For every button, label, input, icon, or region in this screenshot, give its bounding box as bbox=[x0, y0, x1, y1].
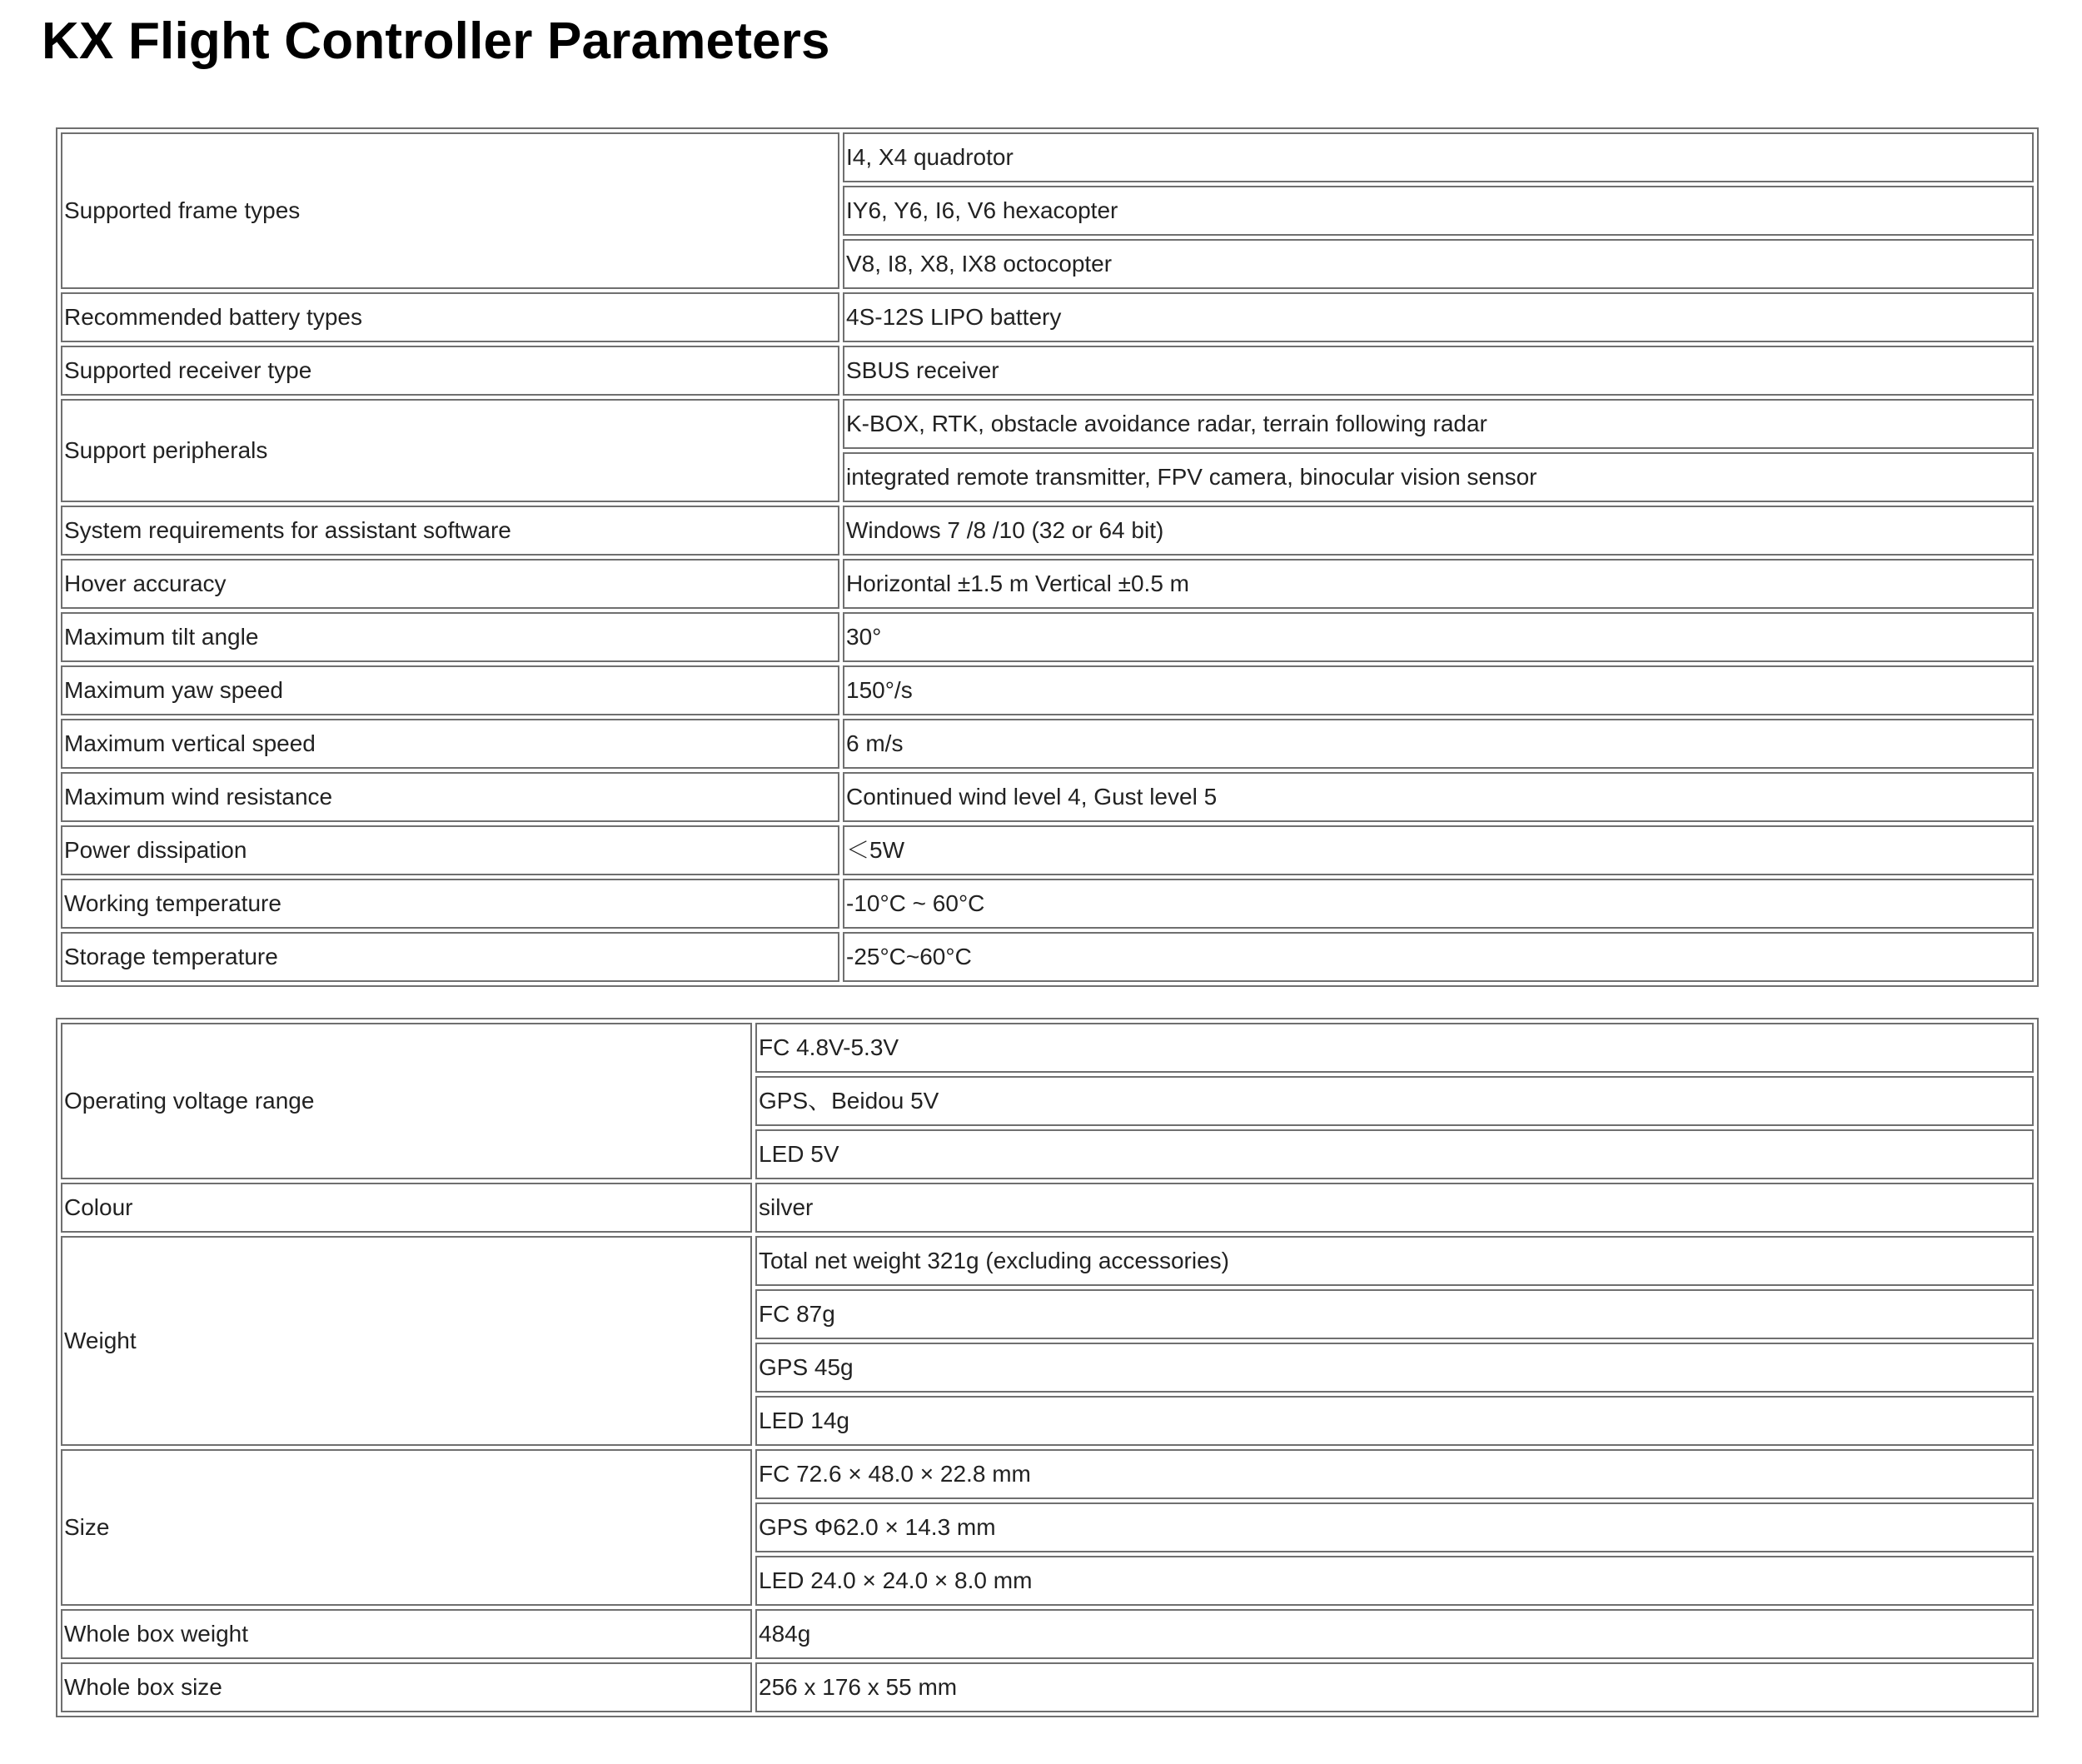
parameter-value: IY6, Y6, I6, V6 hexacopter bbox=[843, 186, 2034, 236]
table-row bbox=[61, 825, 2034, 875]
parameter-value: SBUS receiver bbox=[843, 346, 2034, 396]
spec-table-body bbox=[61, 1023, 2034, 1712]
parameter-value: Total net weight 321g (excluding accessories) bbox=[755, 1236, 2034, 1286]
parameter-value: LED 5V bbox=[755, 1129, 2034, 1179]
parameter-label: Operating voltage range bbox=[61, 1023, 752, 1179]
parameter-label: Whole box weight bbox=[61, 1609, 752, 1659]
table-row bbox=[61, 932, 2034, 982]
parameter-value: FC 72.6 × 48.0 × 22.8 mm bbox=[755, 1449, 2034, 1499]
table-row bbox=[61, 1023, 2034, 1073]
parameter-value: 256 x 176 x 55 mm bbox=[755, 1662, 2034, 1712]
parameter-value: Continued wind level 4, Gust level 5 bbox=[843, 772, 2034, 822]
table-row bbox=[61, 665, 2034, 715]
parameter-label: Power dissipation bbox=[61, 825, 839, 875]
parameter-label: Maximum yaw speed bbox=[61, 665, 839, 715]
table-row bbox=[61, 1183, 2034, 1233]
table-row bbox=[61, 132, 2034, 182]
parameter-label: Working temperature bbox=[61, 879, 839, 929]
table-row bbox=[61, 559, 2034, 609]
parameter-value: Horizontal ±1.5 m Vertical ±0.5 m bbox=[843, 559, 2034, 609]
parameter-value: GPS 45g bbox=[755, 1343, 2034, 1393]
table-row bbox=[61, 879, 2034, 929]
parameter-label: Hover accuracy bbox=[61, 559, 839, 609]
parameter-label: Whole box size bbox=[61, 1662, 752, 1712]
table-row bbox=[61, 1609, 2034, 1659]
table-row bbox=[61, 1236, 2034, 1286]
parameter-value: V8, I8, X8, IX8 octocopter bbox=[843, 239, 2034, 289]
parameter-value: silver bbox=[755, 1183, 2034, 1233]
parameter-value: GPS、Beidou 5V bbox=[755, 1076, 2034, 1126]
parameter-value: 484g bbox=[755, 1609, 2034, 1659]
parameter-value: 4S-12S LIPO battery bbox=[843, 292, 2034, 342]
parameter-label: System requirements for assistant software bbox=[61, 506, 839, 556]
parameter-value: ＜5W bbox=[843, 825, 2034, 875]
table-row bbox=[61, 399, 2034, 449]
parameter-value: integrated remote transmitter, FPV camera, binocular vision sensor bbox=[843, 452, 2034, 502]
parameter-label: Supported receiver type bbox=[61, 346, 839, 396]
parameter-value: I4, X4 quadrotor bbox=[843, 132, 2034, 182]
parameter-label: Supported frame types bbox=[61, 132, 839, 289]
parameter-value: 30° bbox=[843, 612, 2034, 662]
spec-table-body bbox=[61, 132, 2034, 982]
parameter-label: Colour bbox=[61, 1183, 752, 1233]
parameter-value: LED 14g bbox=[755, 1396, 2034, 1446]
parameter-value: K-BOX, RTK, obstacle avoidance radar, terrain following radar bbox=[843, 399, 2034, 449]
table-row bbox=[61, 719, 2034, 769]
page-title: KX Flight Controller Parameters bbox=[42, 12, 830, 70]
parameter-label: Maximum tilt angle bbox=[61, 612, 839, 662]
parameter-value: FC 4.8V-5.3V bbox=[755, 1023, 2034, 1073]
parameter-value: GPS Φ62.0 × 14.3 mm bbox=[755, 1502, 2034, 1552]
table-row bbox=[61, 346, 2034, 396]
parameter-value: -25°C~60°C bbox=[843, 932, 2034, 982]
parameter-value: 6 m/s bbox=[843, 719, 2034, 769]
spec-table-general bbox=[56, 127, 2039, 987]
table-row bbox=[61, 1449, 2034, 1499]
parameter-label: Storage temperature bbox=[61, 932, 839, 982]
parameter-label: Maximum wind resistance bbox=[61, 772, 839, 822]
table-row bbox=[61, 1662, 2034, 1712]
parameter-value: -10°C ~ 60°C bbox=[843, 879, 2034, 929]
parameter-label: Weight bbox=[61, 1236, 752, 1446]
parameter-label: Recommended battery types bbox=[61, 292, 839, 342]
table-row bbox=[61, 292, 2034, 342]
table-row bbox=[61, 506, 2034, 556]
parameter-label: Size bbox=[61, 1449, 752, 1606]
parameter-value: Windows 7 /8 /10 (32 or 64 bit) bbox=[843, 506, 2034, 556]
parameter-label: Support peripherals bbox=[61, 399, 839, 502]
parameter-value: LED 24.0 × 24.0 × 8.0 mm bbox=[755, 1556, 2034, 1606]
parameter-value: 150°/s bbox=[843, 665, 2034, 715]
parameter-value: FC 87g bbox=[755, 1289, 2034, 1339]
table-row bbox=[61, 772, 2034, 822]
spec-table-physical bbox=[56, 1018, 2039, 1717]
parameter-label: Maximum vertical speed bbox=[61, 719, 839, 769]
table-row bbox=[61, 612, 2034, 662]
